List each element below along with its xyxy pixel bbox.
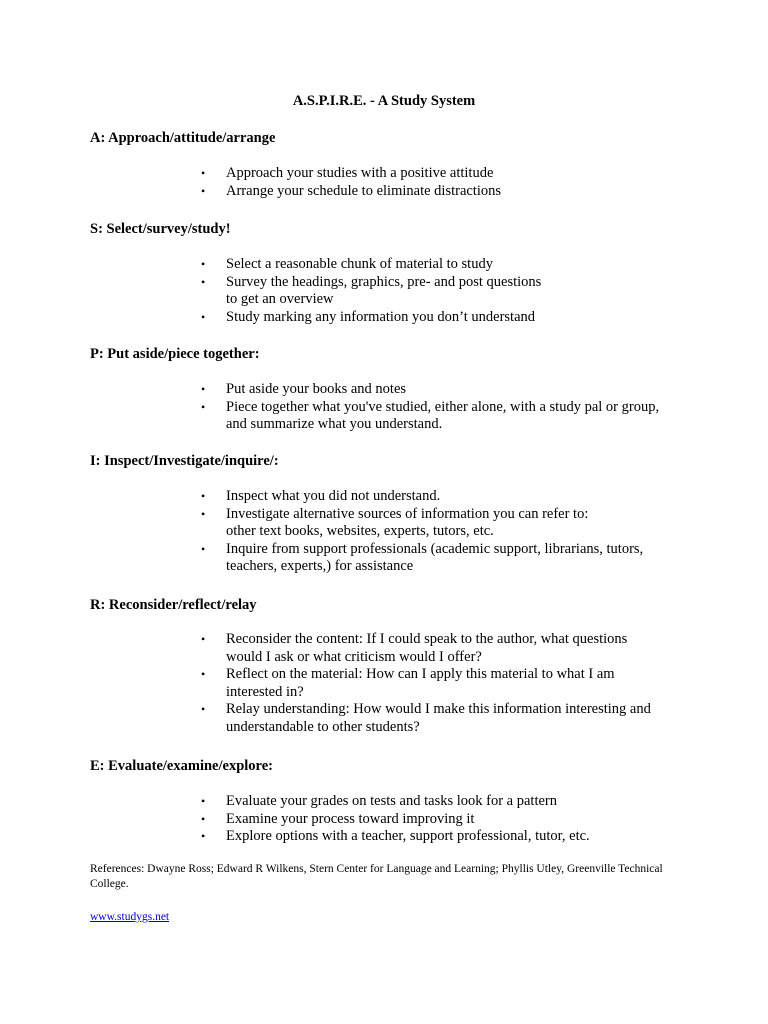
bullet-icon: • [201, 667, 206, 681]
section-heading: R: Reconsider/reflect/relay [90, 597, 257, 613]
list-item [0, 274, 768, 309]
list-item-text: Study marking any information you don’t understand [226, 308, 536, 325]
bullet-icon: • [201, 399, 206, 414]
bullet-icon: • [201, 183, 206, 198]
bullet-icon: • [201, 811, 206, 826]
list-item-text: and summarize what you understand. [226, 416, 443, 432]
bullet-icon: • [201, 309, 206, 324]
list-item-text: Inspect what you did not understand. [226, 488, 441, 504]
list-item-text: Evaluate your grades on tests and tasks look for a pattern [226, 793, 557, 809]
list-item [0, 165, 768, 183]
list-item [0, 309, 768, 327]
bullet-icon: • [201, 257, 206, 271]
bullet-icon: • [201, 794, 206, 808]
section-list [0, 488, 768, 576]
list-item-text: would I ask or what criticism would I offer? [226, 648, 482, 665]
section-list [0, 631, 768, 736]
section-list [0, 165, 768, 200]
list-item-text: Put aside your books and notes [226, 381, 407, 397]
list-item [0, 701, 768, 736]
list-item [0, 811, 768, 829]
bullet-icon: • [201, 506, 206, 521]
bullet-icon: • [201, 166, 206, 180]
list-item-text: understandable to other students? [226, 718, 420, 735]
list-item [0, 828, 768, 846]
section-list [0, 256, 768, 326]
list-item [0, 541, 768, 576]
section-heading: S: Select/survey/study! [90, 221, 231, 237]
list-item [0, 256, 768, 274]
list-item-text: Relay understanding: How would I make this information interesting and [226, 701, 651, 717]
bullet-icon: • [201, 702, 206, 716]
list-item-text: Approach your studies with a positive attitude [226, 165, 494, 181]
bullet-icon: • [201, 274, 206, 289]
list-item-text: Piece together what you've studied, either alone, with a study pal or group, [226, 398, 660, 415]
section-heading: A: Approach/attitude/arrange [90, 130, 276, 146]
list-item-text: interested in? [226, 683, 304, 700]
list-item-text: Arrange your schedule to eliminate distractions [226, 182, 502, 199]
list-item [0, 399, 768, 434]
section-list [0, 381, 768, 434]
bullet-icon: • [201, 541, 206, 556]
list-item-text: Reflect on the material: How can I apply this material to what I am [226, 666, 615, 682]
list-item-text: Reconsider the content: If I could speak to the author, what questions [226, 631, 628, 647]
references-text: References: Dwayne Ross; Edward R Wilkens, Stern Center for Language and Learning; Phyllis Utley, Greenville Technical College. [90, 863, 663, 890]
bullet-icon: • [201, 632, 206, 646]
section-heading: P: Put aside/piece together: [90, 346, 260, 362]
bullet-icon: • [201, 489, 206, 503]
list-item-text: teachers, experts,) for assistance [226, 558, 414, 574]
list-item [0, 793, 768, 811]
document-title: A.S.P.I.R.E. - A Study System [292, 93, 476, 109]
studygs-link[interactable]: www.studygs.net [90, 911, 170, 923]
list-item [0, 666, 768, 701]
list-item [0, 488, 768, 506]
list-item-text: other text books, websites, experts, tutors, etc. [226, 523, 494, 539]
section-heading: I: Inspect/Investigate/inquire/: [90, 453, 279, 469]
list-item-text: to get an overview [226, 291, 334, 307]
list-item [0, 183, 768, 201]
list-item-text: Inquire from support professionals (academic support, librarians, tutors, [226, 540, 644, 557]
list-item-text: Select a reasonable chunk of material to study [226, 256, 493, 272]
bullet-icon: • [201, 829, 206, 843]
list-item-text: Explore options with a teacher, support professional, tutor, etc. [226, 828, 590, 844]
bullet-icon: • [201, 382, 206, 396]
list-item [0, 631, 768, 666]
list-item-text: Survey the headings, graphics, pre- and post questions [226, 273, 542, 290]
list-item-text: Examine your process toward improving it [226, 810, 475, 827]
list-item [0, 381, 768, 399]
section-list [0, 793, 768, 846]
list-item-text: Investigate alternative sources of information you can refer to: [226, 505, 589, 522]
list-item [0, 506, 768, 541]
section-heading: E: Evaluate/examine/explore: [90, 758, 273, 774]
